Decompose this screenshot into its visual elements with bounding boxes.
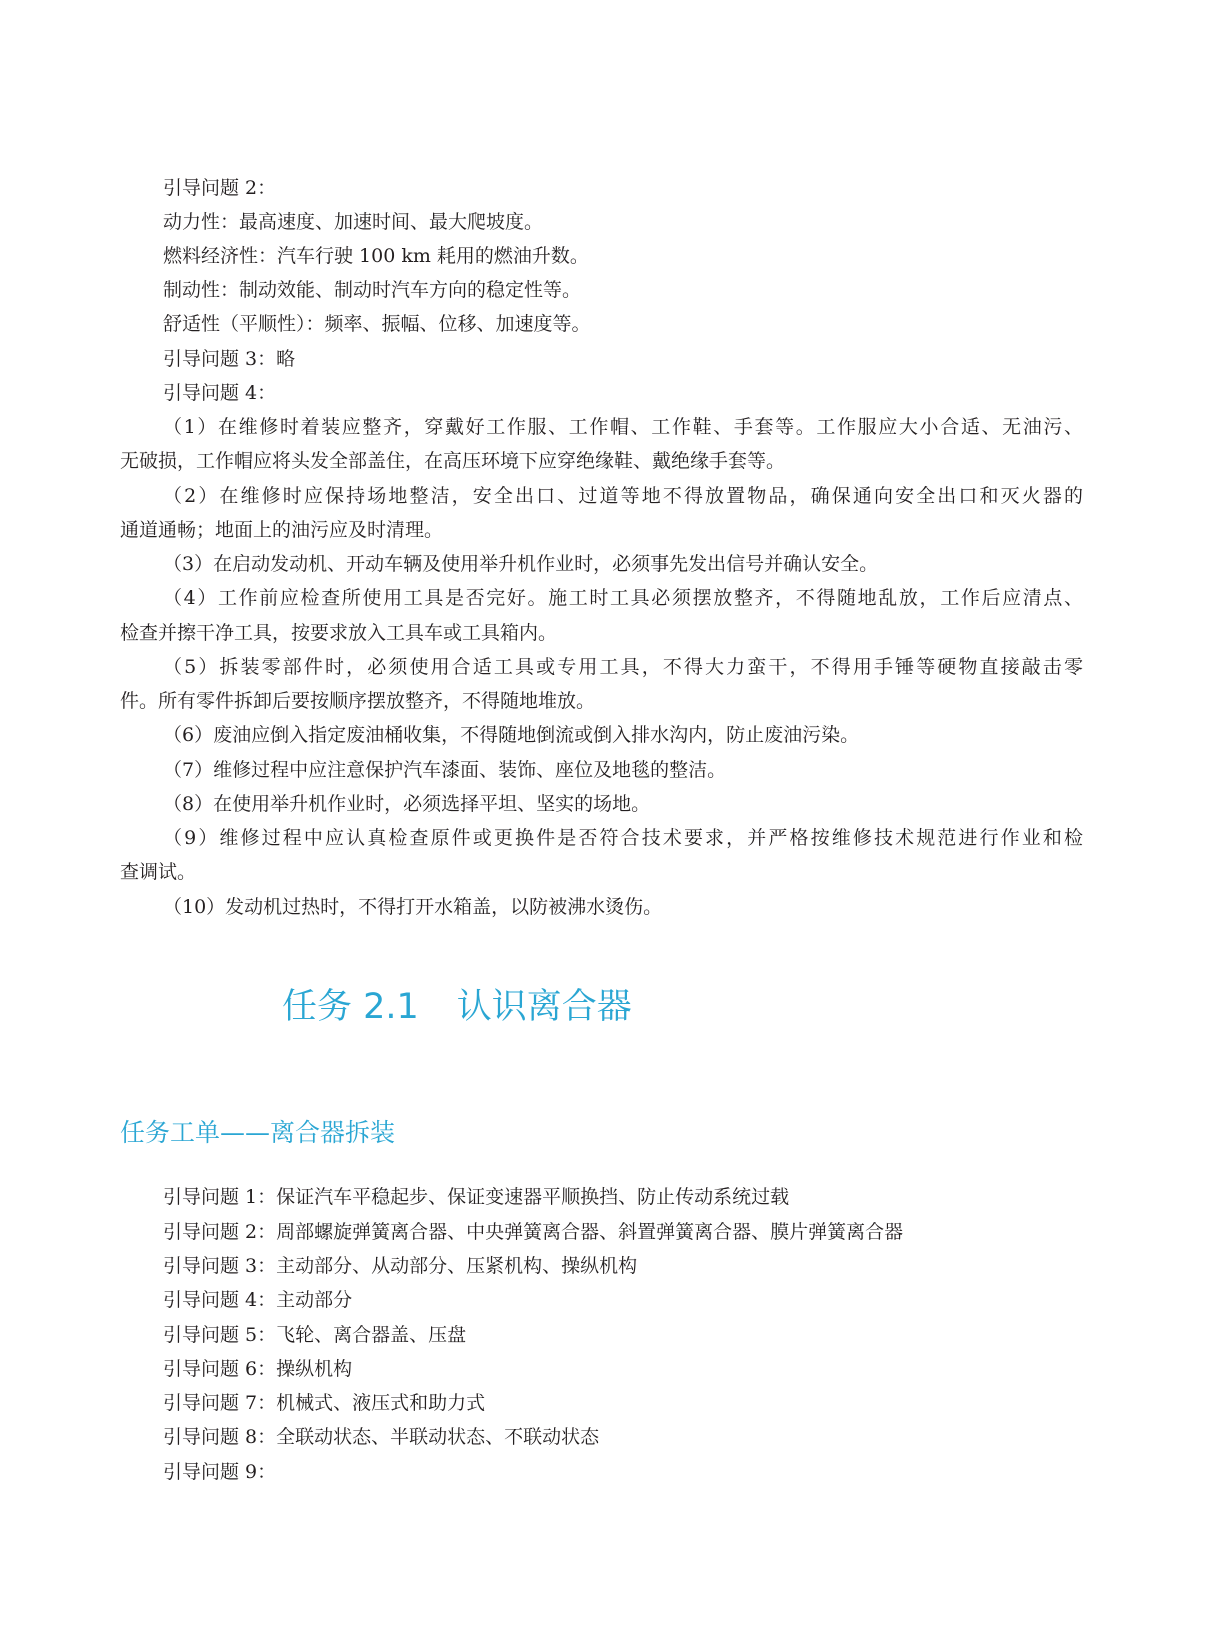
task-number: 任务 2.1	[282, 987, 419, 1027]
safety-item-9-line-1: （9）维修过程中应认真检查原件或更换件是否符合技术要求，并严格按维修技术规范进行作业和检	[163, 827, 1083, 849]
safety-item-1-line-1: （1）在维修时着装应整齐，穿戴好工作服、工作帽、工作鞋、手套等。工作服应大小合适、无油污、	[163, 416, 1083, 438]
worksheet-question-9: 引导问题 9：	[163, 1461, 277, 1483]
safety-item-8: （8）在使用举升机作业时，必须选择平坦、坚实的场地。	[163, 793, 651, 815]
safety-item-2-line-1: （2）在维修时应保持场地整洁，安全出口、过道等地不得放置物品，确保通向安全出口和灭火器的	[163, 485, 1083, 507]
safety-item-4-line-2: 检查并擦干净工具，按要求放入工具车或工具箱内。	[120, 622, 558, 644]
guide-question-4-heading: 引导问题 4：	[163, 382, 277, 404]
safety-item-7: （7）维修过程中应注意保护汽车漆面、装饰、座位及地毯的整洁。	[163, 759, 727, 781]
safety-item-5-line-2: 件。所有零件拆卸后要按顺序摆放整齐，不得随地堆放。	[120, 690, 596, 712]
worksheet-question-4: 引导问题 4：主动部分	[163, 1289, 353, 1311]
worksheet-question-1: 引导问题 1：保证汽车平稳起步、保证变速器平顺换挡、防止传动系统过载	[163, 1186, 790, 1208]
task-title: 认识离合器	[456, 987, 632, 1027]
braking-performance-line: 制动性：制动效能、制动时汽车方向的稳定性等。	[163, 279, 582, 301]
power-performance-line: 动力性：最高速度、加速时间、最大爬坡度。	[163, 211, 544, 233]
fuel-economy-line: 燃料经济性：汽车行驶 100 km 耗用的燃油升数。	[163, 245, 589, 267]
safety-item-2-line-2: 通道通畅；地面上的油污应及时清理。	[120, 519, 444, 541]
safety-item-9-line-2: 查调试。	[120, 861, 197, 883]
safety-item-10: （10）发动机过热时，不得打开水箱盖，以防被沸水烫伤。	[163, 896, 663, 918]
worksheet-question-7: 引导问题 7：机械式、液压式和助力式	[163, 1392, 486, 1414]
guide-question-3-line: 引导问题 3：略	[163, 348, 296, 370]
guide-question-2-heading: 引导问题 2：	[163, 177, 277, 199]
safety-item-3: （3）在启动发动机、开动车辆及使用举升机作业时，必须事先发出信号并确认安全。	[163, 553, 879, 575]
safety-item-5-line-1: （5）拆装零部件时，必须使用合适工具或专用工具，不得大力蛮干，不得用手锤等硬物直接敲击零	[163, 656, 1083, 678]
safety-item-6: （6）废油应倒入指定废油桶收集，不得随地倒流或倒入排水沟内，防止废油污染。	[163, 724, 860, 746]
safety-item-1-line-2: 无破损，工作帽应将头发全部盖住，在高压环境下应穿绝缘鞋、戴绝缘手套等。	[120, 450, 786, 472]
comfort-line: 舒适性（平顺性）：频率、振幅、位移、加速度等。	[163, 313, 591, 335]
safety-item-4-line-1: （4）工作前应检查所使用工具是否完好。施工时工具必须摆放整齐，不得随地乱放，工作后应清点、	[163, 587, 1083, 609]
worksheet-question-3: 引导问题 3：主动部分、从动部分、压紧机构、操纵机构	[163, 1255, 638, 1277]
worksheet-heading: 任务工单——离合器拆装	[120, 1118, 396, 1147]
task-heading	[282, 985, 632, 1029]
worksheet-question-2: 引导问题 2：周部螺旋弹簧离合器、中央弹簧离合器、斜置弹簧离合器、膜片弹簧离合器	[163, 1221, 904, 1243]
worksheet-question-6: 引导问题 6：操纵机构	[163, 1358, 353, 1380]
worksheet-question-5: 引导问题 5：飞轮、离合器盖、压盘	[163, 1324, 467, 1346]
worksheet-question-8: 引导问题 8：全联动状态、半联动状态、不联动状态	[163, 1426, 600, 1448]
